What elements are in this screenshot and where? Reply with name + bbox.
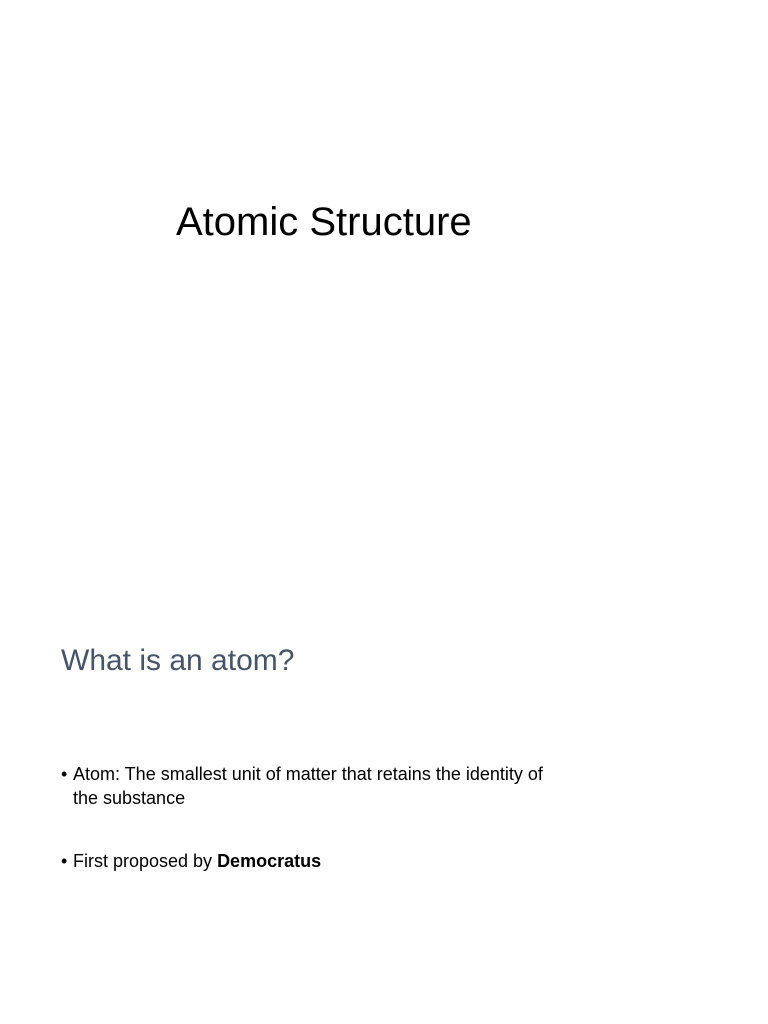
bullet-text: First proposed by: [73, 851, 218, 871]
bullet-dot-icon: •: [61, 851, 68, 871]
bullet-list: [61, 762, 561, 873]
bullet-dot-icon: •: [61, 764, 68, 784]
bullet-item-atom-definition: [61, 762, 561, 810]
section-heading: What is an atom?: [61, 644, 295, 677]
bullet-text: Atom: The smallest unit of matter that retains the identity of the substance: [73, 764, 543, 808]
bold-term: Democratus: [217, 851, 322, 871]
slide-title: Atomic Structure: [176, 200, 472, 244]
bullet-item-proposed-by: [61, 849, 561, 873]
